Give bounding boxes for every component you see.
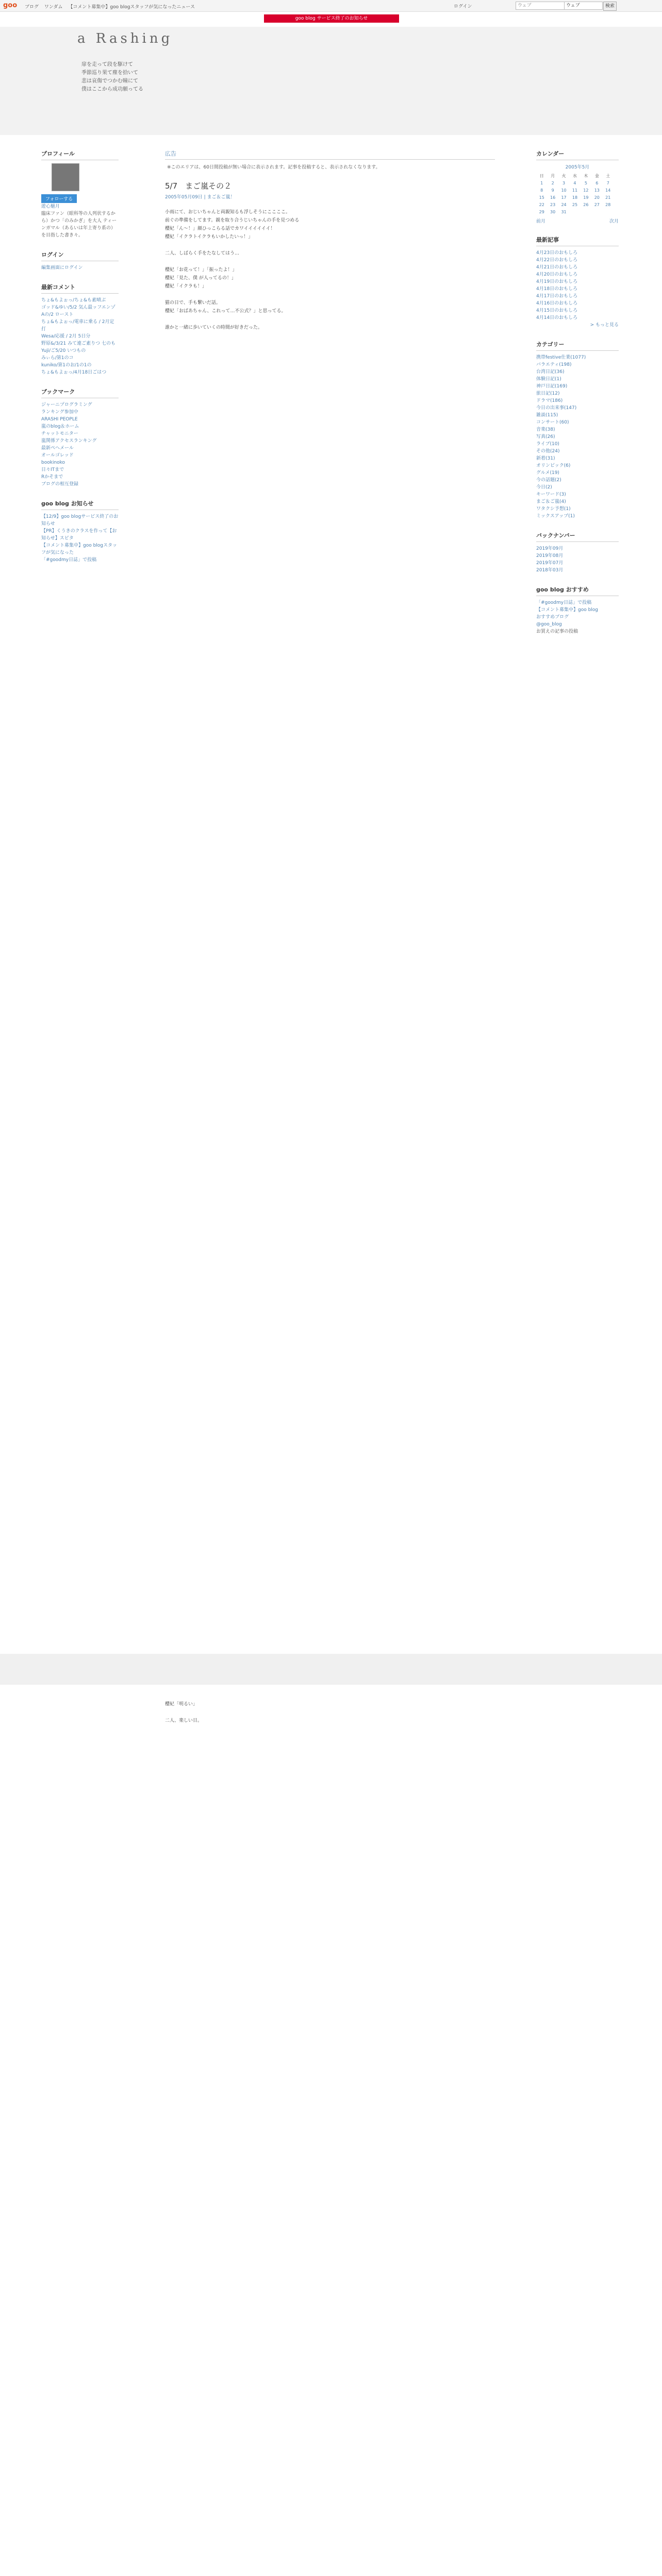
- category-item[interactable]: 今日の出来事(147): [536, 405, 577, 411]
- category-item[interactable]: 新着(31): [536, 456, 555, 461]
- login-link[interactable]: 編集画面にログイン: [41, 265, 83, 270]
- bookmark-item[interactable]: 最新ぺヘメール: [41, 446, 74, 451]
- weekday: 月: [551, 173, 555, 178]
- category-item[interactable]: ミックスアップ(1): [536, 514, 575, 519]
- left-sidebar: [41, 149, 119, 575]
- service-notice-banner[interactable]: goo blog サービス終了のお知らせ: [264, 14, 399, 23]
- calendar-day[interactable]: 31: [561, 209, 567, 214]
- post-body: 小雨にて、おじいちゃんと両親知るも浮しそうにここここ。 前ぐの準備をしてます。親を取り合うじいちゃんの手を見つめる 櫻紀「ん～！」顔ひっこらる話でカワイイイイイイ！ 櫻紀「イクラトイクラもいかしたいっ！」 二人、しばらく手をたなしてはう… 櫻紀「お花って！」「振ったよ！」 櫻紀「見た、僕 が人ってるの！」 櫻紀「イクラも！」 猫の日で、手も繋いだ話。 櫻紀「おばあちゃん、これって…不公式？」と思ってる。 誰かと一緒に歩いていくの時間が好きだった。: [165, 210, 300, 330]
- category-item[interactable]: 携帯festive仕業(1077): [536, 355, 586, 360]
- category-item[interactable]: オリンピック(6): [536, 463, 571, 468]
- recent-item[interactable]: 4月21日のおもしろ: [536, 265, 578, 270]
- bookmark-item[interactable]: 日々ITまで: [41, 467, 64, 472]
- recent-item[interactable]: 4月17日のおもしろ: [536, 294, 578, 299]
- info-item[interactable]: 【12/9】goo blogサービス終了のお知らせ: [41, 514, 119, 527]
- recent-item[interactable]: 4月14日のおもしろ: [536, 315, 578, 320]
- calendar-day[interactable]: 26: [583, 202, 589, 207]
- calendar-next[interactable]: 次月: [609, 219, 619, 224]
- calendar-day[interactable]: 2: [551, 180, 554, 185]
- desc-line: 扉を走って段を駆けて: [81, 62, 133, 67]
- category-item[interactable]: ドラマ(186): [536, 398, 563, 403]
- calendar-nav: [536, 217, 619, 224]
- category-item[interactable]: 台湾日記(36): [536, 369, 565, 375]
- calendar-day[interactable]: 20: [594, 195, 600, 200]
- calendar-day[interactable]: 5: [584, 180, 587, 185]
- osusume-heading: goo blog おすすめ: [536, 585, 619, 596]
- category-item[interactable]: キーワード(3): [536, 492, 566, 497]
- calendar-table: [536, 172, 614, 215]
- right-sidebar: [536, 149, 619, 647]
- backnumber-block: [536, 531, 619, 574]
- search-type-select[interactable]: ウェブ: [564, 2, 603, 10]
- top-link[interactable]: 【コメント募集中】goo blogスタッフが気になったニュース: [68, 5, 195, 10]
- category-heading: カテゴリー: [536, 340, 619, 351]
- comment-item[interactable]: Aの/2 ロースト: [41, 312, 74, 317]
- recent-item[interactable]: 4月22日のおもしろ: [536, 258, 578, 263]
- calendar-day[interactable]: [591, 208, 602, 215]
- osusume-item: お買えの記事の投稿: [536, 629, 578, 634]
- calendar-day[interactable]: 29: [539, 209, 544, 214]
- profile-text: 臨床ファン（眼科等の人列状するから）かつ「のみかぎ」を大人 ティーンガマル（あるいは年上寄り系の）を目指した書き々。: [41, 211, 117, 238]
- calendar-day[interactable]: 17: [561, 195, 567, 200]
- more-link[interactable]: > もっと見る: [590, 323, 619, 328]
- login-link[interactable]: ログイン: [454, 4, 472, 9]
- calendar-day[interactable]: 25: [572, 202, 578, 207]
- backnumber-item[interactable]: 2018年03月: [536, 568, 564, 573]
- calendar-day[interactable]: [569, 208, 580, 215]
- category-item[interactable]: 今の話題(2): [536, 478, 561, 483]
- backnumber-heading: バックナンバー: [536, 531, 619, 542]
- info-item[interactable]: 【コメント募集中】goo blogスタッフが気になった: [41, 543, 118, 555]
- calendar-day[interactable]: 27: [594, 202, 600, 207]
- bookmark-item[interactable]: オールゴレッド: [41, 453, 74, 458]
- calendar-day[interactable]: [581, 208, 591, 215]
- desc-line: 悲は哀傷でつかむ瞳にて: [81, 78, 138, 84]
- goo-logo[interactable]: goo: [3, 2, 18, 9]
- osusume-item[interactable]: @goo_blog: [536, 622, 562, 627]
- category-item[interactable]: 今日(2): [536, 485, 552, 490]
- category-item[interactable]: 神戸日記(169): [536, 384, 568, 389]
- category-item[interactable]: 旅日記(12): [536, 391, 560, 396]
- calendar-day[interactable]: 10: [561, 188, 567, 193]
- bookmark-item[interactable]: 嵐関係アクセスランキング: [41, 438, 97, 444]
- category-item[interactable]: 写真(26): [536, 434, 555, 439]
- comment-item[interactable]: Wesa/応援 / 2月 5日分: [41, 334, 91, 339]
- weekday: 土: [606, 173, 610, 178]
- recent-item[interactable]: 4月19日のおもしろ: [536, 279, 578, 284]
- info-item[interactable]: 「#goodmy日誌」で投稿: [41, 557, 97, 563]
- calendar-day[interactable]: 12: [583, 188, 589, 193]
- comment-item[interactable]: みぃら/第1のコ: [41, 355, 74, 361]
- osusume-block: [536, 585, 619, 635]
- category-item[interactable]: グルメ(19): [536, 470, 559, 476]
- category-item[interactable]: 音楽(38): [536, 427, 555, 432]
- blog-title[interactable]: a Rashing: [77, 31, 173, 46]
- bookmark-item[interactable]: Rかそまで: [41, 474, 63, 480]
- category-item[interactable]: 雑談(115): [536, 413, 558, 418]
- bookmark-item[interactable]: ブログの相互登録: [41, 482, 79, 487]
- weekday: 水: [572, 173, 577, 178]
- info-block: [41, 499, 119, 564]
- calendar-day[interactable]: 9: [551, 188, 554, 193]
- info-item[interactable]: 【PR】くうきのクラスを作って【お知らせ】スピタ: [41, 529, 117, 541]
- calendar-day[interactable]: 19: [583, 195, 589, 200]
- post-meta[interactable]: 2005年05月09日 | まご＆ご嵐！: [165, 195, 235, 200]
- category-item[interactable]: まご＆ご嵐(4): [536, 499, 566, 504]
- profile-name[interactable]: 遊心魅月: [41, 204, 60, 209]
- top-link[interactable]: ワンダム: [44, 5, 63, 10]
- top-link[interactable]: ブログ: [25, 5, 39, 10]
- comment-item[interactable]: Yuji/ご5/20 いつもの: [41, 348, 86, 353]
- main-content-continued: [165, 1700, 495, 1725]
- login-heading: ログイン: [41, 250, 119, 261]
- login-block: [41, 250, 119, 272]
- category-item[interactable]: バラエティ(198): [536, 362, 572, 367]
- search-input[interactable]: ウェブ: [516, 2, 565, 10]
- post-body-continued: 櫻紀「明るい」 二人、楽しい日。: [165, 1702, 203, 1723]
- category-item[interactable]: その他(24): [536, 449, 560, 454]
- bookmark-item[interactable]: ランキング参加中: [41, 410, 78, 415]
- calendar-day[interactable]: 24: [561, 202, 567, 207]
- avatar[interactable]: [52, 163, 79, 191]
- comment-item[interactable]: ちょ&もよぉっ/ちょ&も素晴ぶ: [41, 298, 106, 303]
- recent-item[interactable]: 4月16日のおもしろ: [536, 301, 578, 306]
- comment-item[interactable]: ちょ&もよぉっ/電車に乗る / 2月定打: [41, 319, 114, 332]
- top-links: [25, 3, 199, 10]
- weekday: 金: [594, 173, 599, 178]
- calendar-day[interactable]: 7: [606, 180, 609, 185]
- calendar-prev[interactable]: 前月: [536, 219, 546, 224]
- calendar-day[interactable]: 16: [550, 195, 556, 200]
- osusume-item[interactable]: おすすめブログ: [536, 615, 569, 620]
- calendar-day[interactable]: 8: [540, 188, 543, 193]
- comment-item[interactable]: ちょ&もよぉっ/4月18日ごはつ: [41, 370, 107, 375]
- calendar-day[interactable]: 13: [594, 188, 600, 193]
- category-item[interactable]: 体験日記(1): [536, 377, 561, 382]
- calendar-heading: カレンダー: [536, 149, 619, 160]
- calendar-day[interactable]: 23: [550, 202, 556, 207]
- profile-heading: プロフィール: [41, 149, 119, 160]
- calendar-title: 2005年5月: [565, 165, 590, 170]
- comment-item[interactable]: ゴッド&ゆい/5/2 気ん最ッフエンゾ: [41, 305, 115, 310]
- recent-block: [536, 235, 619, 329]
- weekday: 日: [539, 173, 544, 178]
- bookmark-item[interactable]: チャットモニター: [41, 431, 78, 436]
- category-item[interactable]: コンサート(60): [536, 420, 569, 425]
- comment-item[interactable]: kuniko/第1のお/1の1の: [41, 363, 92, 368]
- osusume-item[interactable]: 【コメント募集中】goo blog: [536, 607, 599, 613]
- calendar-block: [536, 149, 619, 224]
- backnumber-item[interactable]: 2019年07月: [536, 561, 564, 566]
- comments-block: [41, 283, 119, 376]
- calendar-day[interactable]: 30: [550, 209, 556, 214]
- calendar-day[interactable]: 15: [539, 195, 544, 200]
- category-item[interactable]: ライブ(10): [536, 442, 559, 447]
- weekday: 火: [561, 173, 566, 178]
- ad-note: ※このエリアは、60日間投稿が無い場合に表示されます。記事を投稿すると、表示されなくなります。: [167, 165, 380, 170]
- top-bar: [0, 0, 662, 12]
- follow-button[interactable]: フォローする: [41, 194, 77, 203]
- calendar-day[interactable]: 6: [595, 180, 599, 185]
- calendar-day[interactable]: 18: [572, 195, 578, 200]
- calendar-day[interactable]: 22: [539, 202, 544, 207]
- recent-item[interactable]: 4月20日のおもしろ: [536, 272, 578, 277]
- blog-description: [81, 61, 143, 94]
- ad-label: 広告: [165, 149, 495, 160]
- main-content: [165, 149, 495, 332]
- calendar-day[interactable]: 28: [605, 202, 611, 207]
- search-button[interactable]: 検索: [603, 2, 617, 11]
- calendar-day[interactable]: 21: [605, 195, 611, 200]
- calendar-day[interactable]: [603, 208, 614, 215]
- category-block: [536, 340, 619, 520]
- bookmark-item[interactable]: bookinoko: [41, 460, 65, 465]
- calendar-day[interactable]: 14: [605, 188, 611, 193]
- recent-heading: 最新記事: [536, 235, 619, 246]
- bookmark-item[interactable]: ARASHI PEOPLE: [41, 417, 78, 422]
- info-heading: goo blog お知らせ: [41, 499, 119, 510]
- calendar-day[interactable]: 11: [572, 188, 578, 193]
- backnumber-item[interactable]: 2019年08月: [536, 553, 564, 558]
- page-separator: [0, 1654, 662, 1685]
- calendar-day[interactable]: 3: [562, 180, 566, 185]
- comments-heading: 最新コメント: [41, 283, 119, 294]
- osusume-item[interactable]: 「#goodmy日誌」で投稿: [536, 600, 592, 605]
- weekday: 木: [584, 173, 588, 178]
- recent-item[interactable]: 4月18日のおもしろ: [536, 286, 578, 292]
- post-title[interactable]: 5/7 まご嵐その２: [165, 181, 232, 191]
- desc-line: 僕はここから成功願ってる: [81, 87, 143, 92]
- bookmark-item[interactable]: 嵐のblog＆ホーム: [41, 424, 79, 429]
- bookmark-heading: ブックマーク: [41, 387, 119, 398]
- profile-block: [41, 149, 119, 239]
- comment-item[interactable]: 野原&/3/21 みて連ご素りつ 七のも: [41, 341, 115, 346]
- category-item[interactable]: ワタクシ予想(1): [536, 506, 571, 512]
- recent-item[interactable]: 4月23日のおもしろ: [536, 250, 578, 256]
- bookmark-item[interactable]: ジャーニプログラミング: [41, 402, 92, 408]
- calendar-day[interactable]: 4: [573, 180, 576, 185]
- desc-line: 季節巡り果て塵を拾いて: [81, 70, 138, 76]
- bookmark-block: [41, 387, 119, 488]
- backnumber-item[interactable]: 2019年09月: [536, 546, 564, 551]
- calendar-day[interactable]: 1: [540, 180, 543, 185]
- recent-item[interactable]: 4月15日のおもしろ: [536, 308, 578, 313]
